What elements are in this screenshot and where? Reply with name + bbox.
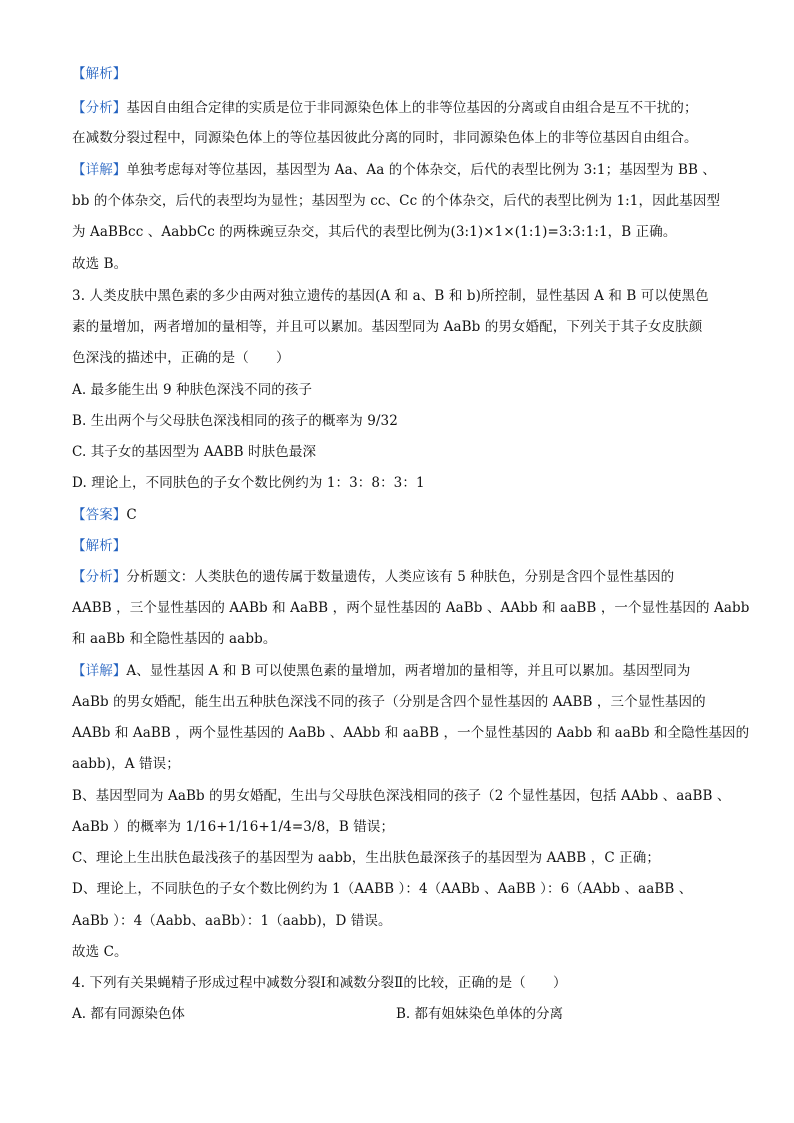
xiangjie-tag: 【详解】: [72, 162, 127, 178]
analysis-line: AABB ，三个显性基因的 AABb 和 AaBB ，两个显性基因的 AaBb 、AAbb 和 aaBB ，一个显性基因的 Aabb: [72, 600, 750, 616]
question-stem: 素的量增加，两者增加的量相等，并且可以累加。基因型同为 AaBb 的男女婚配，下列关于其子女皮肤颜: [72, 319, 703, 335]
fenxi-tag: 【分析】: [72, 100, 127, 116]
analysis-line: 在减数分裂过程中，同源染色体上的等位基因彼此分离的同时，非同源染色体上的非等位基因自由组合。: [72, 130, 698, 146]
analysis-line: 【分析】分析题文：人类肤色的遗传属于数量遗传，人类应该有 5 种肤色，分别是含四个显性基因的: [72, 569, 675, 585]
detail-line: AaBb ）的概率为 1/16+1/16+1/4=3/8，B 错误；: [72, 819, 395, 835]
detail-line: AaBb 的男女婚配，能生出五种肤色深浅不同的孩子（分别是含四个显性基因的 AABB ，三个显性基因的: [72, 694, 706, 710]
detail-line: AABb 和 AaBB ，两个显性基因的 AaBb 、AAbb 和 aaBB ，一个显性基因的 Aabb 和 aaBb 和全隐性基因的: [72, 725, 750, 741]
option-b: B. 都有姐妹染色单体的分离: [396, 1006, 564, 1022]
detail-line: aabb)，A 错误；: [72, 756, 180, 772]
analysis-heading: [72, 536, 732, 556]
jiexi-tag: 【解析】: [72, 66, 127, 82]
xiangjie-tag: 【详解】: [72, 663, 127, 679]
jiexi-tag: 【解析】: [72, 538, 127, 554]
option-c: C. 其子女的基因型为 AABB 时肤色最深: [72, 444, 317, 460]
detail-line: 为 AaBBcc 、AabbCc 的两株豌豆杂交，其后代的表型比例为(3:1)×1×(1:1)=3:3:1:1，B 正确。: [72, 224, 677, 240]
option-b: B. 生出两个与父母肤色深浅相同的孩子的概率为 9/32: [72, 413, 398, 429]
detail-line: C、理论上生出肤色最浅孩子的基因型为 aabb，生出肤色最深孩子的基因型为 AABB ，C 正确；: [72, 850, 660, 866]
detail-line: B、基因型同为 AaBb 的男女婚配，生出与父母肤色深浅相同的孩子（2 个显性基因，包括 AAbb 、aaBB 、: [72, 788, 731, 804]
question-stem: 色深浅的描述中，正确的是（ ）: [72, 350, 290, 366]
answer-tag: 【答案】: [72, 507, 127, 523]
option-a: A. 最多能生出 9 种肤色深浅不同的孩子: [72, 382, 313, 398]
conclusion: 故选 C。: [72, 944, 128, 960]
detail-line: bb 的个体杂交，后代的表型均为显性；基因型为 cc、Cc 的个体杂交，后代的表型比例为 1:1，因此基因型: [72, 193, 721, 209]
answer-value: C: [126, 507, 137, 523]
answer-line: [72, 505, 732, 525]
detail-line: D、理论上，不同肤色的子女个数比例约为 1（AABB ）：4（AABb 、AaBB ）：6（AAbb 、aaBB 、: [72, 881, 693, 897]
option-d: D. 理论上，不同肤色的子女个数比例约为 1：3：8：3：1: [72, 475, 425, 491]
conclusion: 故选 B。: [72, 256, 128, 272]
detail-line: AaBb ）：4（Aabb、aaBb）：1（aabb)，D 错误。: [72, 913, 392, 929]
detail-line: 【详解】A、显性基因 A 和 B 可以使黑色素的量增加，两者增加的量相等，并且可以累加。基因型同为: [72, 663, 691, 679]
analysis-heading: [72, 64, 732, 84]
option-row: [72, 1004, 732, 1024]
detail-line: 【详解】单独考虑每对等位基因，基因型为 Aa、Aa 的个体杂交，后代的表型比例为 3:1；基因型为 BB 、: [72, 162, 717, 178]
analysis-line: 【分析】基因自由组合定律的实质是位于非同源染色体上的非等位基因的分离或自由组合是互不干扰的；: [72, 100, 698, 116]
question-stem: 3. 人类皮肤中黑色素的多少由两对独立遗传的基因(A 和 a、B 和 b)所控制，显性基因 A 和 B 可以使黑色: [72, 288, 709, 304]
option-a: A. 都有同源染色体: [72, 1006, 185, 1022]
analysis-line: 和 aaBb 和全隐性基因的 aabb。: [72, 631, 277, 647]
fenxi-tag: 【分析】: [72, 569, 127, 585]
question-stem: 4. 下列有关果蝇精子形成过程中减数分裂Ⅰ和减数分裂Ⅱ的比较，正确的是（ ）: [72, 975, 567, 991]
